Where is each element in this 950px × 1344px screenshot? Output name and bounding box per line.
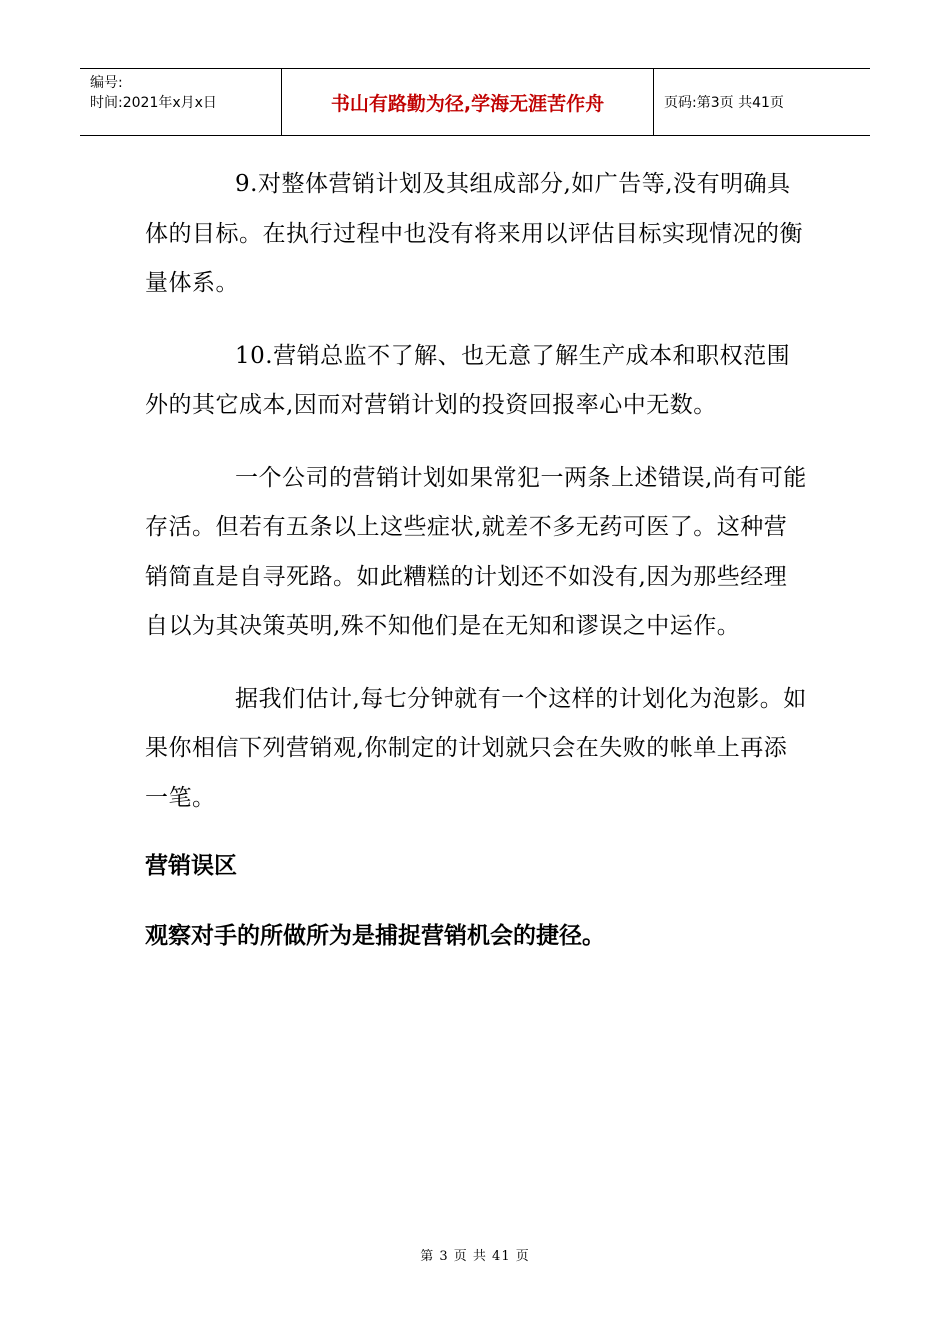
section-heading-marketing-myths: 营销误区: [145, 853, 237, 879]
page-footer: 第 3 页 共 41 页: [420, 1249, 530, 1264]
document-time-label: 时间:2021年x月x日: [90, 95, 217, 111]
header-page-info: 页码:第3页 共41页: [664, 95, 784, 111]
paragraph-estimate: 据我们估计,每七分钟就有一个这样的计划化为泡影。如果你相信下列营销观,你制定的计划就只会在失败的帐单上再添一笔。: [145, 685, 807, 811]
header-motto: 书山有路勤为径,学海无涯苦作舟: [282, 69, 654, 135]
paragraph-item-10: 10.营销总监不了解、也无意了解生产成本和职权范围外的其它成本,因而对营销计划的投资回报率心中无数。: [145, 342, 791, 418]
document-number-label: 编号:: [90, 75, 123, 91]
document-body: [145, 160, 810, 956]
paragraph-item-9: 9.对整体营销计划及其组成部分,如广告等,没有明确具体的目标。在执行过程中也没有将来用以评估目标实现情况的衡量体系。: [145, 171, 803, 296]
page-header: [80, 68, 870, 136]
paragraph-summary: 一个公司的营销计划如果常犯一两条上述错误,尚有可能存活。但若有五条以上这些症状,就差不多无药可医了。这种营销简直是自寻死路。如此糟糕的计划还不如没有,因为那些经理自以为其决策英明,殊不知他们是在无知和谬误之中运作。: [145, 464, 807, 639]
myth-statement-heading: 观察对手的所做所为是捕捉营销机会的捷径。: [145, 923, 605, 949]
header-meta-cell: [80, 69, 282, 135]
